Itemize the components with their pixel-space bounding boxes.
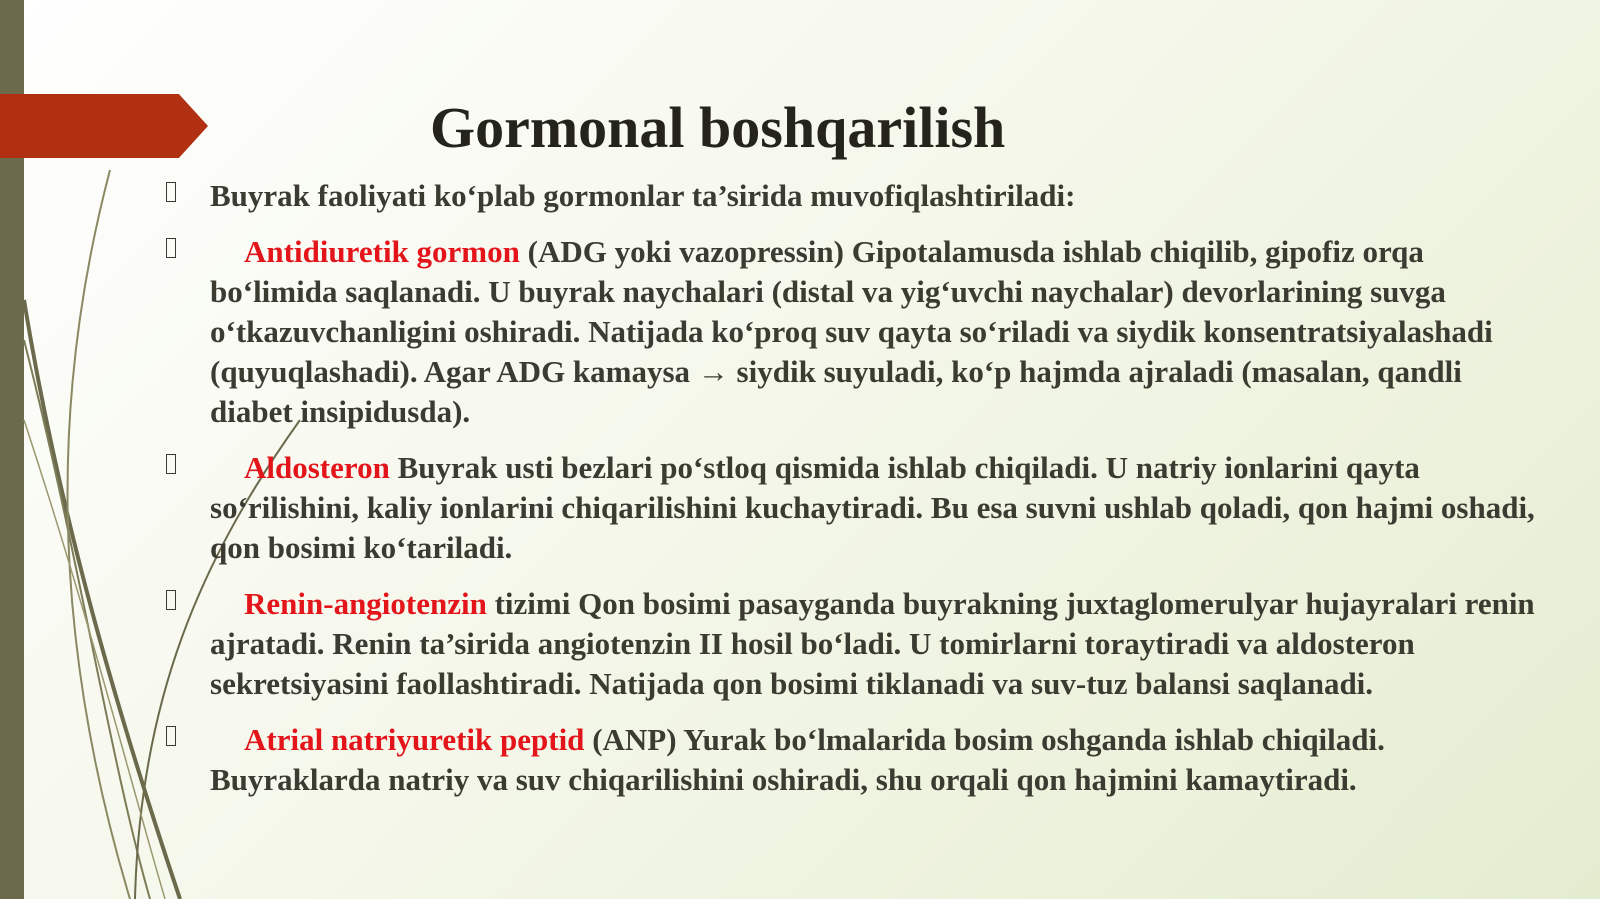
item-text: Buyrak faoliyati ko‘plab gormonlar ta’sirida muvofiqlashtiriladi:: [210, 178, 1076, 213]
item-text: tizimi Qon bosimi pasayganda buyrakning juxtaglomerulyar hujayralari renin ajratadi. Renin ta’sirida angiotenzin II hosil bo‘ladi. U tomirlarni toraytiradi va aldosteron sekretsiyasini faollashtiradi. Natijada qon bosimi tiklanadi va suv-tuz balansi saqlanadi.: [210, 586, 1535, 701]
highlighted-term: Antidiuretik gormon: [244, 234, 520, 269]
empty-box-bullet-icon: [166, 182, 176, 202]
highlighted-term: Atrial natriyuretik peptid: [244, 722, 585, 757]
item-text: (ANP) Yurak bo‘lmalarida bosim oshganda ishlab chiqiladi. Buyraklarda natriy va suv chiqarilishini oshiradi, shu orqali qon hajmini kamaytiradi.: [210, 722, 1385, 797]
highlighted-term: Aldosteron: [244, 450, 390, 485]
empty-box-bullet-icon: [166, 590, 176, 610]
slide-title: Gormonal boshqarilish: [430, 95, 1006, 160]
list-item: [166, 176, 1546, 216]
item-text: (ADG yoki vazopressin) Gipotalamusda ishlab chiqilib, gipofiz orqa bo‘limida saqlanadi. U buyrak naychalari (distal va yig‘uvchi naychalar) devorlarining suvga o‘tkazuvchanligini oshiradi. Natijada ko‘proq suv qayta so‘riladi va siydik konsentratsiyalashadi (quyuqlashadi). Agar ADG kamaysa → siydik suyuladi, ko‘p hajmda ajraladi (masalan, qandli diabet insipidusda).: [210, 234, 1493, 429]
item-text: Buyrak usti bezlari po‘stloq qismida ishlab chiqiladi. U natriy ionlarini qayta so‘rilishini, kaliy ionlarini chiqarilishini kuchaytiradi. Bu esa suvni ushlab qoladi, qon hajmi oshadi, qon bosimi ko‘tariladi.: [210, 450, 1535, 565]
list-item: [166, 232, 1546, 432]
title-ribbon: [0, 94, 208, 158]
empty-box-bullet-icon: [166, 726, 176, 746]
list-item: [166, 584, 1546, 704]
list-item: [166, 448, 1546, 568]
list-item: [166, 720, 1546, 800]
empty-box-bullet-icon: [166, 238, 176, 258]
bullet-list: [166, 176, 1546, 816]
empty-box-bullet-icon: [166, 454, 176, 474]
highlighted-term: Renin-angiotenzin: [244, 586, 487, 621]
